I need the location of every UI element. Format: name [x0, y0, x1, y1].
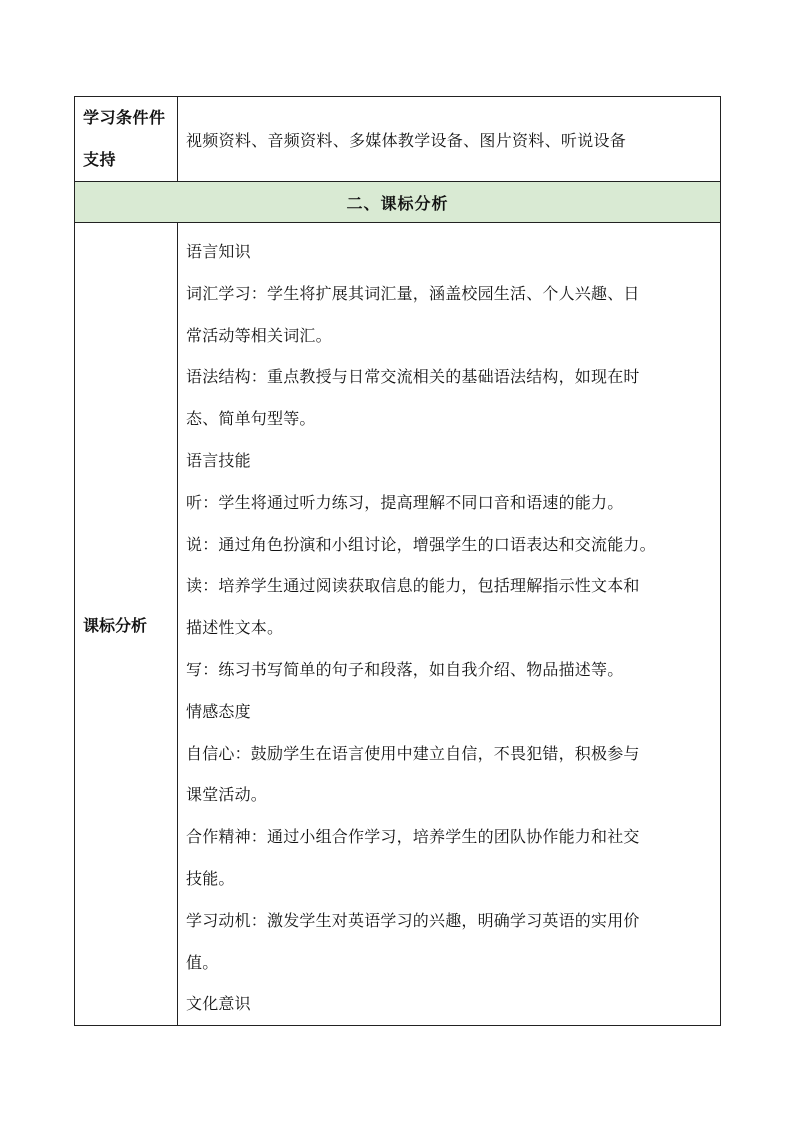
- support-row: [75, 97, 721, 182]
- section-header-row: [75, 182, 721, 223]
- analysis-line: 写：练习书写简单的句子和段落，如自我介绍、物品描述等。: [186, 659, 624, 679]
- analysis-line: 说：通过角色扮演和小组讨论，增强学生的口语表达和交流能力。: [186, 534, 656, 554]
- analysis-line: 情感态度: [186, 701, 251, 721]
- support-value: 视频资料、音频资料、多媒体教学设备、图片资料、听说设备: [178, 97, 721, 182]
- analysis-line: 自信心：鼓励学生在语言使用中建立自信，不畏犯错，积极参与: [186, 743, 640, 763]
- support-label-line1: 学习条件件: [83, 108, 166, 127]
- analysis-line: 语法结构：重点教授与日常交流相关的基础语法结构，如现在时: [186, 367, 640, 387]
- analysis-line: 语言知识: [186, 242, 251, 261]
- analysis-body: [178, 223, 721, 1026]
- analysis-line: 值。: [186, 952, 219, 972]
- analysis-line: 态、简单句型等。: [186, 409, 316, 429]
- analysis-line: 描述性文本。: [186, 618, 284, 638]
- analysis-label: 课标分析: [75, 223, 178, 1026]
- support-label-line2: 支持: [83, 150, 117, 169]
- section-header: 二、课标分析: [75, 182, 721, 223]
- analysis-line: 语言技能: [186, 450, 251, 470]
- analysis-line: 常活动等相关词汇。: [186, 325, 332, 345]
- analysis-line: 技能。: [186, 868, 235, 888]
- analysis-line: 合作精神：通过小组合作学习，培养学生的团队协作能力和社交: [186, 827, 640, 847]
- analysis-line: 词汇学习：学生将扩展其词汇量，涵盖校园生活、个人兴趣、日: [186, 283, 640, 303]
- analysis-line: 听：学生将通过听力练习，提高理解不同口音和语速的能力。: [186, 492, 624, 512]
- analysis-line: 读：培养学生通过阅读获取信息的能力，包括理解指示性文本和: [186, 576, 640, 596]
- support-label-cell: [75, 97, 178, 182]
- analysis-line: 文化意识: [186, 994, 251, 1014]
- analysis-line: 学习动机：激发学生对英语学习的兴趣，明确学习英语的实用价: [186, 910, 640, 930]
- lesson-plan-table: [74, 96, 721, 1026]
- analysis-row: [75, 223, 721, 1026]
- analysis-line: 课堂活动。: [186, 785, 268, 805]
